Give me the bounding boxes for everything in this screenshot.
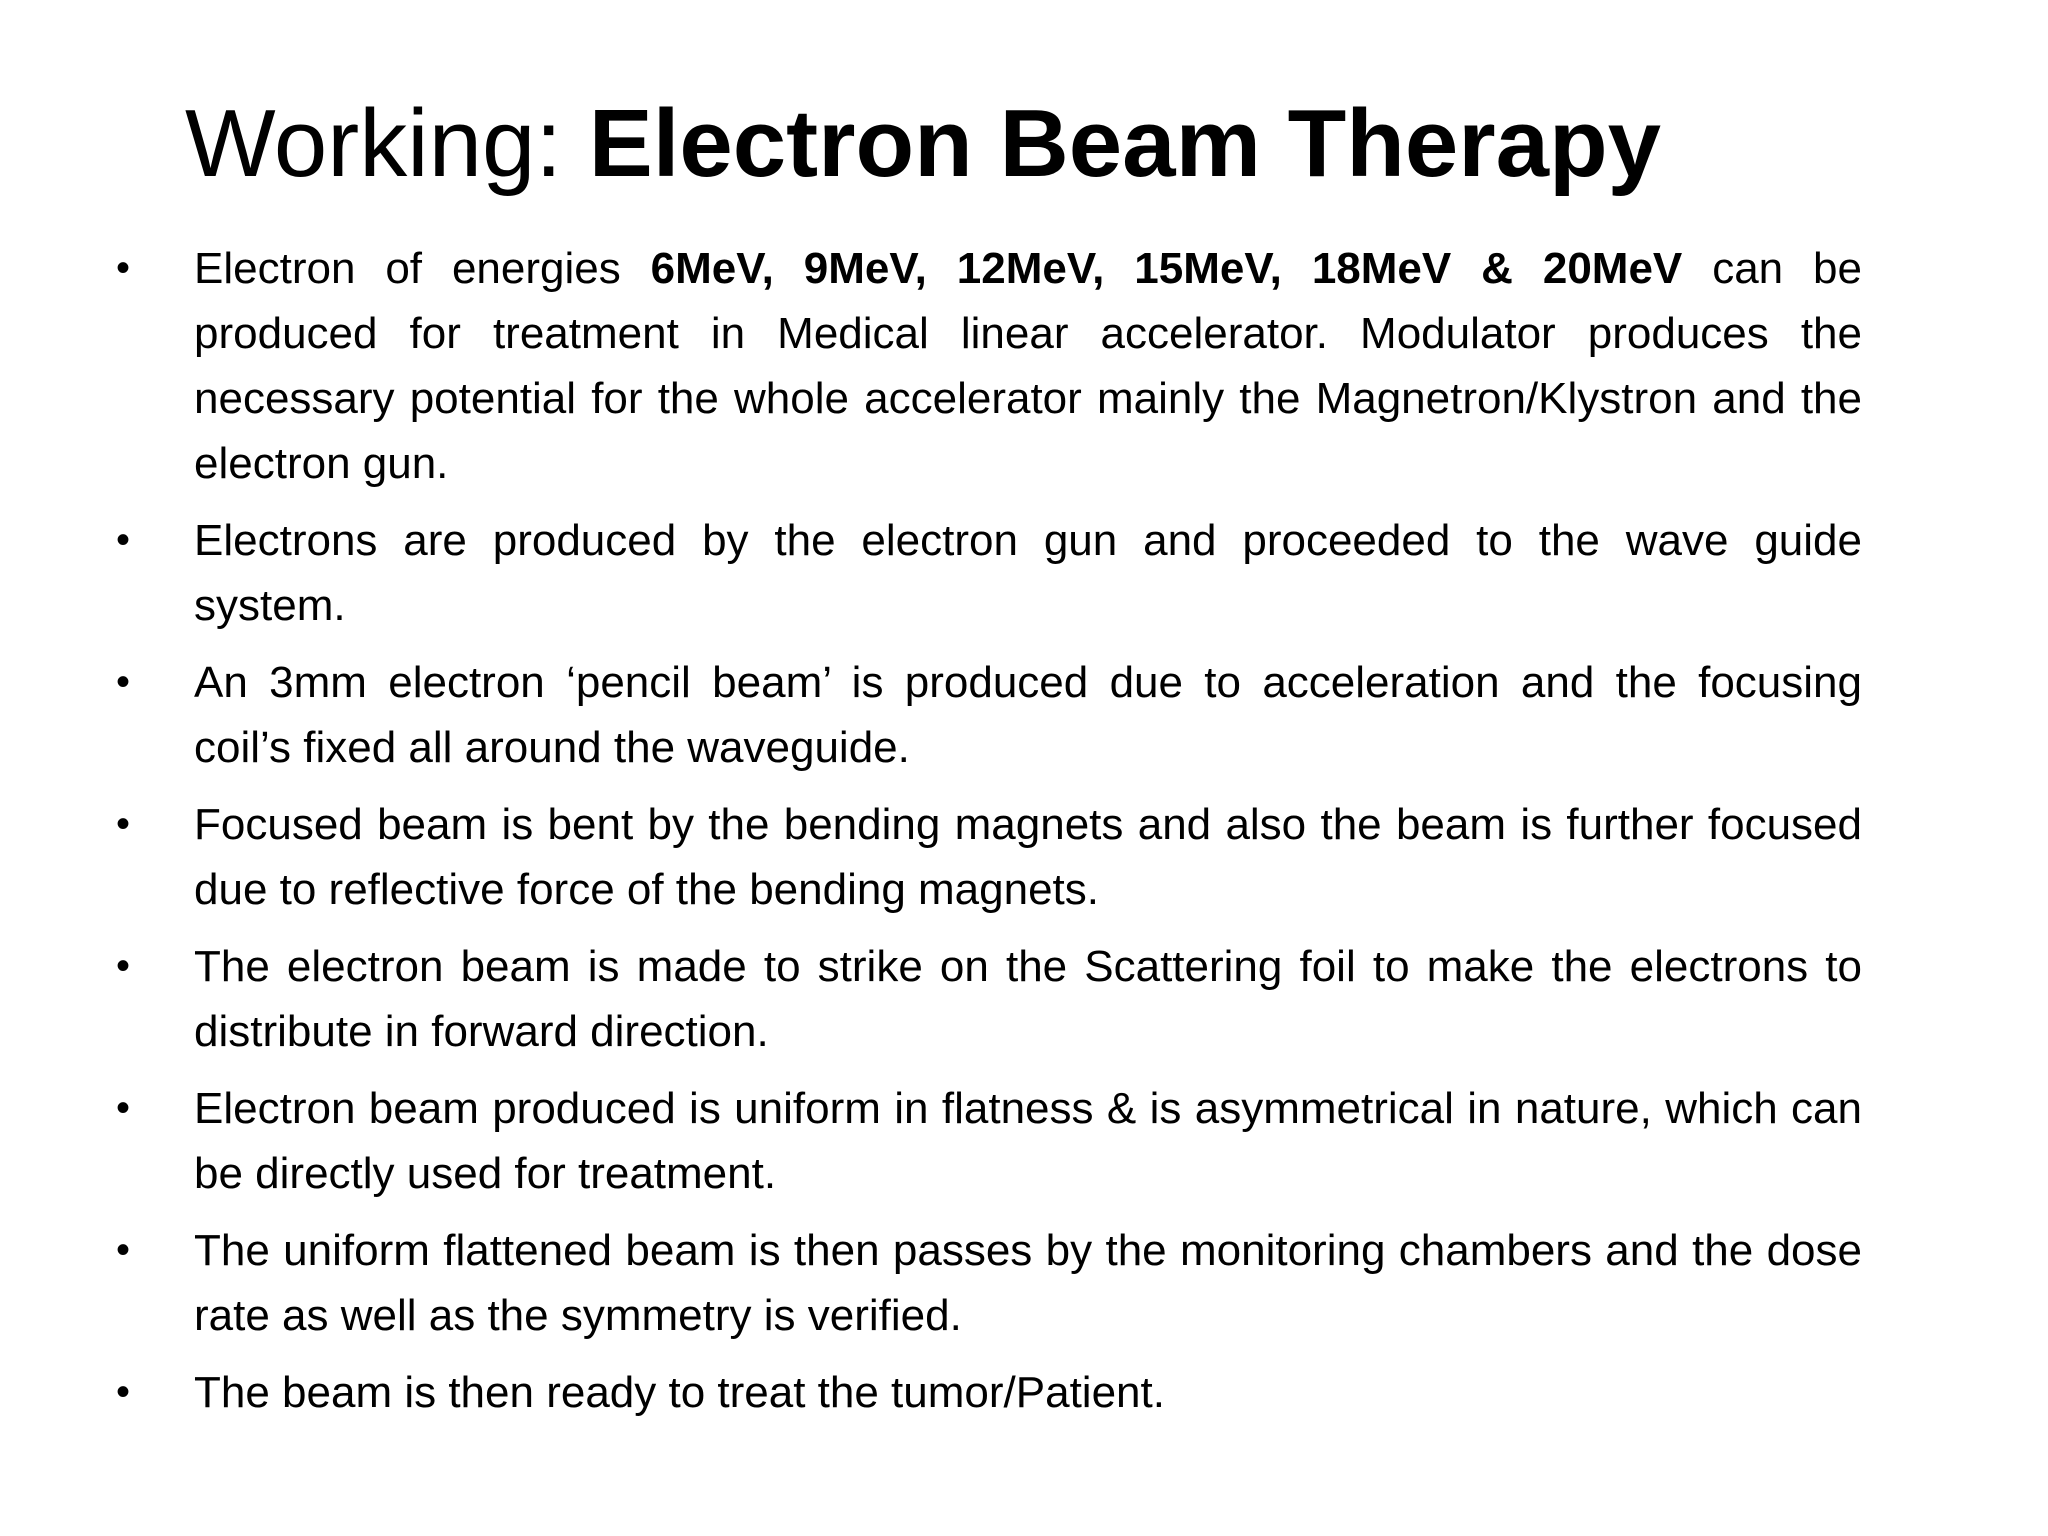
slide-title-emphasis: Electron Beam Therapy	[588, 90, 1662, 197]
bullet-text: Electron beam produced is uniform in flatness & is asymmetrical in nature, which can be directly used for treatment.	[194, 1084, 1862, 1198]
bullet-item-electron-gun	[110, 508, 1862, 638]
bullet-text: The beam is then ready to treat the tumor/Patient.	[194, 1368, 1165, 1417]
bullet-icon: •	[116, 518, 131, 562]
bullet-text: The uniform flattened beam is then passes by the monitoring chambers and the dose rate as well as the symmetry is verified.	[194, 1226, 1862, 1340]
slide-title-prefix: Working:	[185, 90, 589, 197]
bullet-item-ready-to-treat	[110, 1360, 1862, 1425]
bullet-icon: •	[116, 1370, 131, 1414]
bullet-text-energies: 6MeV, 9MeV, 12MeV, 15MeV, 18MeV & 20MeV	[650, 244, 1683, 293]
bullet-item-energies	[110, 236, 1862, 496]
bullet-text-lead: Electron of energies	[194, 244, 651, 293]
bullet-item-scattering-foil	[110, 934, 1862, 1064]
bullet-icon: •	[116, 1228, 131, 1272]
bullet-list	[110, 236, 1862, 1437]
bullet-item-monitoring-chambers	[110, 1218, 1862, 1348]
bullet-item-pencil-beam	[110, 650, 1862, 780]
bullet-text: Electrons are produced by the electron gun and proceeded to the wave guide system.	[194, 516, 1862, 630]
bullet-text: The electron beam is made to strike on the Scattering foil to make the electrons to distribute in forward direction.	[194, 942, 1862, 1056]
bullet-icon: •	[116, 944, 131, 988]
bullet-text-rest: can be produced for treatment in Medical linear accelerator. Modulator produces the necessary potential for the whole accelerator mainly the Magnetron/Klystron and the electron gun.	[194, 244, 1862, 488]
bullet-icon: •	[116, 660, 131, 704]
bullet-text: Focused beam is bent by the bending magnets and also the beam is further focused due to reflective force of the bending magnets.	[194, 800, 1862, 914]
slide-title	[185, 84, 1661, 204]
bullet-icon: •	[116, 246, 131, 290]
bullet-item-uniform-beam	[110, 1076, 1862, 1206]
bullet-icon: •	[116, 1086, 131, 1130]
bullet-item-bending-magnets	[110, 792, 1862, 922]
bullet-text: An 3mm electron ‘pencil beam’ is produced due to acceleration and the focusing coil’s fixed all around the waveguide.	[194, 658, 1862, 772]
bullet-icon: •	[116, 802, 131, 846]
